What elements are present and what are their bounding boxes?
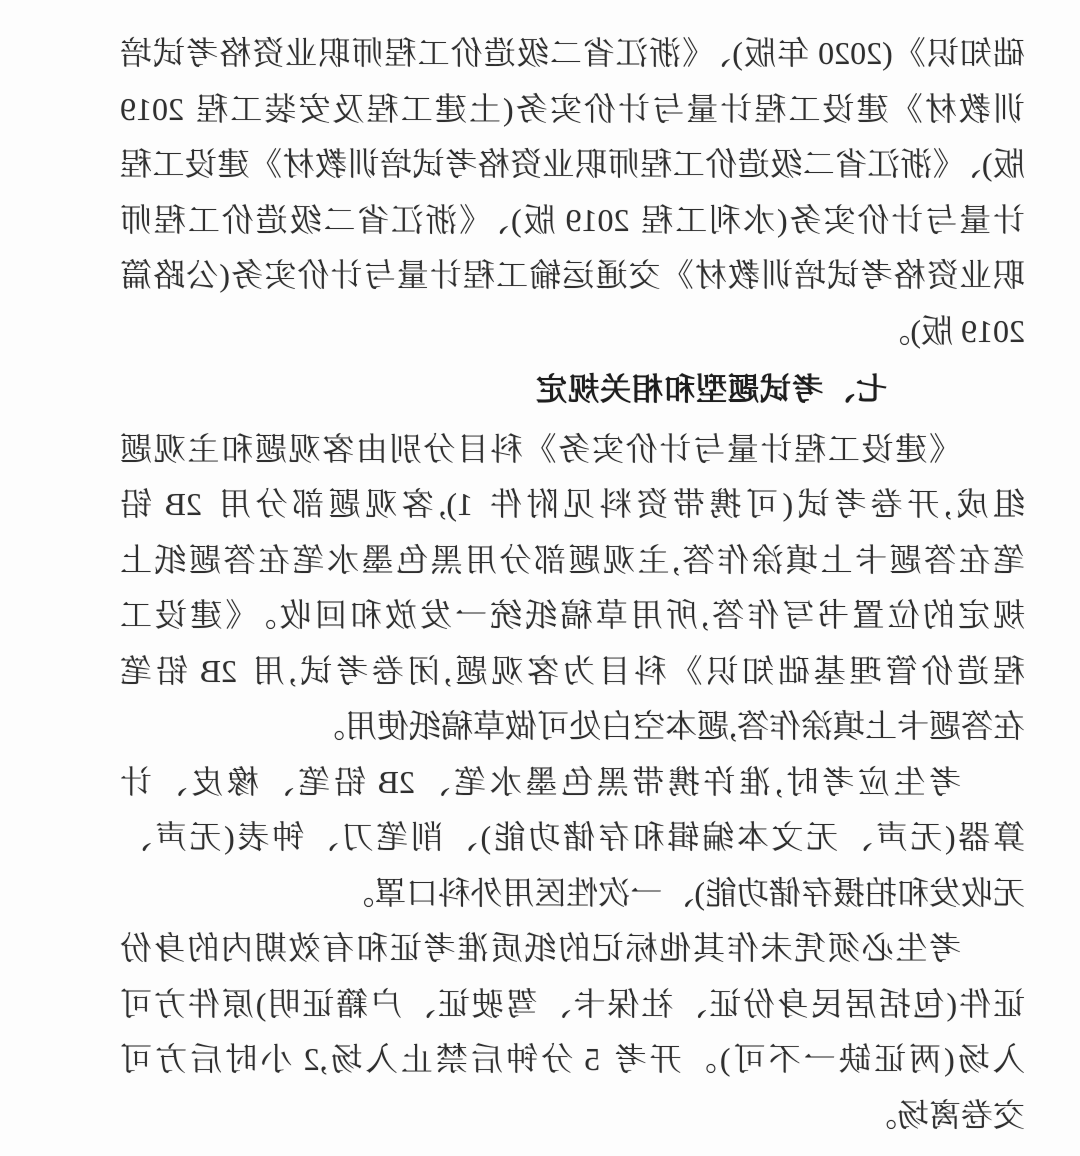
text-line: 组成,开卷考试(可携带资料见附件 1),客观题部分用 2B 铅 — [120, 486, 1025, 522]
text-line: 计量与计价实务(水利工程 2019 版)、《浙江省二级造价工程师 — [120, 201, 1025, 238]
text-line: 证件(包括居民身份证、社保卡、驾驶证、户籍证明)原件方可 — [120, 985, 1025, 1022]
text-line: 笔在答题卡上填涂作答,主观题部分用黑色墨水笔在答题纸上 — [120, 541, 1025, 578]
text-line: 算器(无声、无文本编辑和存储功能)、削笔刀、钟表(无声、 — [120, 819, 1025, 855]
text-line: 在答题卡上填涂作答,题本空白处可做草稿纸使用。 — [312, 708, 1025, 744]
text-line: 程造价管理基础知识》科目为客观题,闭卷考试,用 2B 铅笔 — [120, 652, 1025, 689]
text-line: 职业资格考试培训教材》交通运输工程计量与计价实务(公路篇 — [120, 257, 1025, 293]
text-line: 考生应考时,准许携带黑色墨水笔、2B 铅笔、橡皮、计 — [120, 763, 961, 800]
text-line: 入场(两证缺一不可)。开考 5 分钟后禁止入场,2 小时后方可 — [120, 1041, 1025, 1077]
paragraph-2 — [120, 422, 1025, 755]
text-line: 交卷离场。 — [864, 1096, 1025, 1133]
text-line: 版)、《浙江省二级造价工程师职业资格考试培训教材》建设工程 — [120, 146, 1025, 182]
text-line: 础知识》(2020 年版)、《浙江省二级造价工程师职业资格考试培 — [120, 35, 1025, 71]
section-heading: 七、考试题型和相关规定 — [535, 372, 887, 407]
text-line: 《建设工程计量与计价实务》科目分别由客观题和主观题 — [120, 430, 961, 467]
paragraph-4 — [120, 921, 1025, 1143]
text-line: 无收发和拍摄存储功能)、一次性医用外科口罩。 — [342, 874, 1025, 911]
text-line: 规定的位置书写作答,所用草稿纸统一发放和回收。《建设工 — [120, 597, 1025, 633]
text-line: 2019 版)。 — [878, 312, 1025, 349]
paragraph-3 — [120, 755, 1025, 922]
paragraph-1 — [120, 26, 1025, 359]
text-line: 训教材》建设工程计量与计价实务(土建工程及安装工程 2019 — [120, 90, 1025, 127]
text-line: 考生必须凭未作其他标记的纸质准考证和有效期内的身份 — [120, 930, 961, 966]
